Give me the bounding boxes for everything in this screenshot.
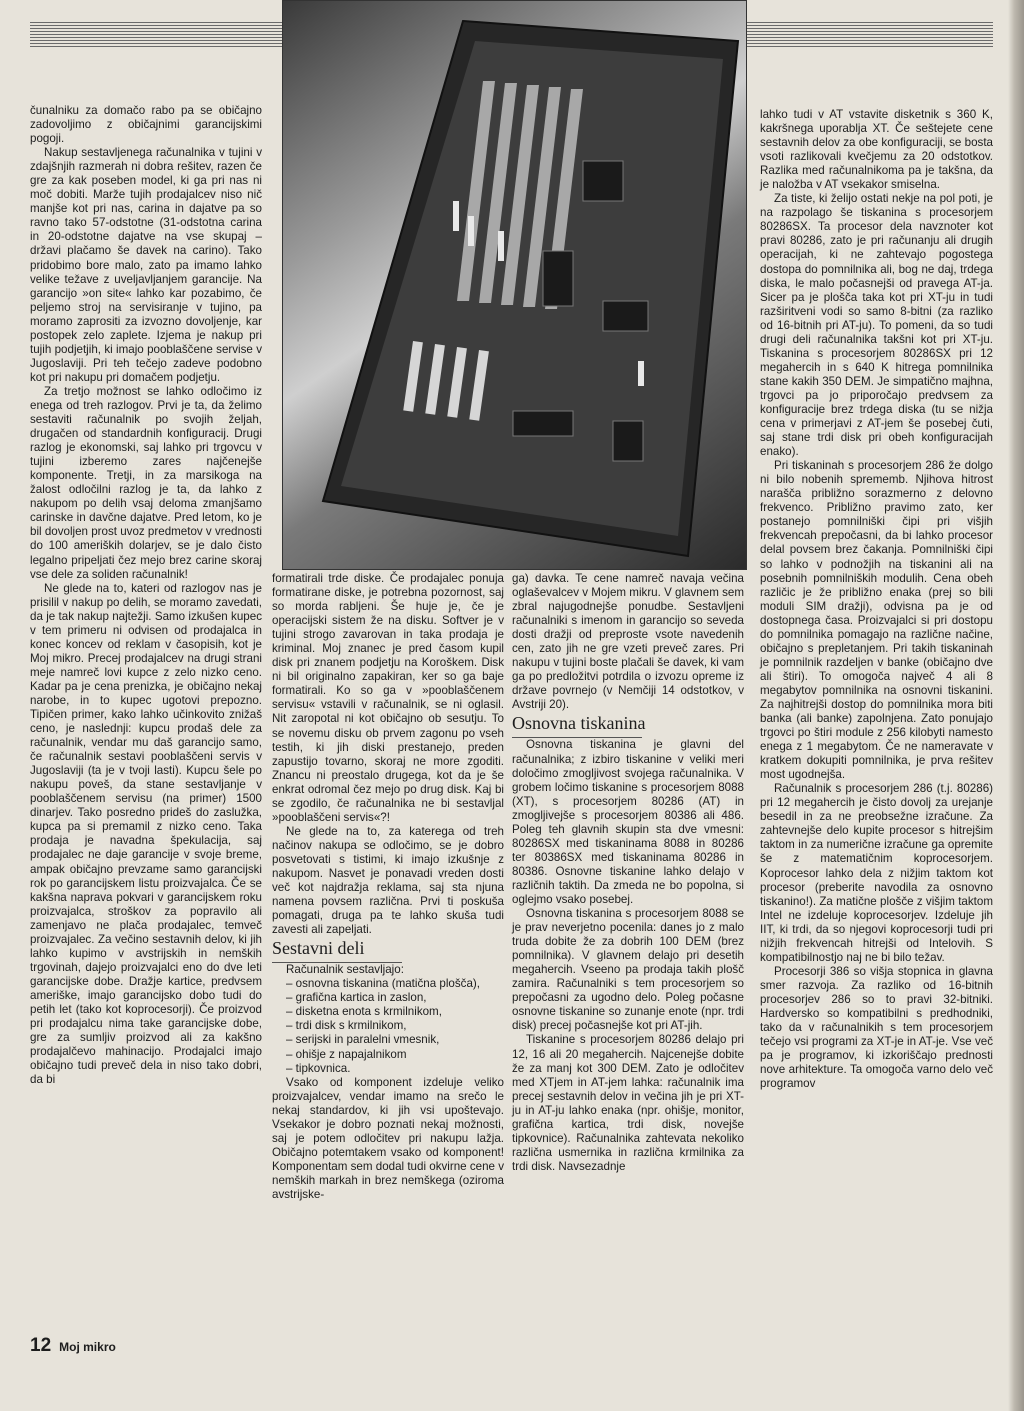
paragraph: Osnovna tiskanina je glavni del računalnika; z izbiro tiskanine v veliki meri določimo zmogljivost svojega računalnika. V grobem ločimo tiskanine s procesorjem 8088 (XT), s procesorjem 80286 (AT) in zmogljivejše s procesorjem 80386 ali 486. Poleg teh glavnih skupin sta dve vmesni: 80286SX med tiskaninama 8088 in 80286 ter 80386SX med tiskaninama 80286 in 80386. Osnovne tiskanine lahko delajo v različnih taktih. Da zmeda ne bo popolna, si oglejmo vsako posebej.: [512, 738, 744, 906]
page-footer: [30, 1335, 116, 1357]
paragraph: ga) davka. Te cene namreč navaja večina oglaševalcev v Mojem mikru. V glavnem sem zbral najugodnejše ponudbe. Sestavljeni računalniki s imenom in garancijo so seveda dosti dražji od preproste vsote navedenih cen, zato jih ne gre vzeti preveč zares. Pri nakupu v tujini boste plačali še davek, ki vam ga po predložitvi potrdila o izvozu opreme iz države povrnejo (v Nemčiji 14 odstotkov, v Avstriji 20).: [512, 572, 744, 712]
list-item: – serijski in paralelni vmesnik,: [286, 1033, 440, 1047]
article-column-1: [30, 104, 262, 1087]
motherboard-illustration: [283, 1, 746, 569]
list-item: – grafična kartica in zaslon,: [286, 991, 427, 1005]
section-heading-sestavni-deli: Sestavni deli: [272, 937, 504, 963]
component-list: [272, 977, 504, 1075]
header-rule-right: [745, 22, 993, 48]
paragraph: Procesorji 386 so višja stopnica in glavna smer razvoja. Za razliko od 16-bitnih procesorjev 286 so to pravi 32-bitniki. Hardversko so kompatibilni s predhodniki, tako da v računalnikih s tem procesorjem tečejo vsi programi za XT-je in AT-je. Vse več pa je programov, ki izkoriščajo prednosti nove arhitekture. Ta omogoča varno delo več programov: [760, 964, 993, 1091]
paragraph: Za tiste, ki želijo ostati nekje na pol poti, je na razpolago še tiskanina s procesorjem 80286SX. Ta procesor dela navznoter kot pravi 80286, zato je pri računanju ali drugih operacijah, ki ne zahtevajo pogostega dostopa do pomnilnika ali, bog ne daj, trdega diska, le malo počasnejši od pravega AT-ja. Sicer pa je plošča taka kot pri XT-ju in tudi razširitveni vodi so samo 8-bitni (za razliko od 16-bitnih pri AT-ju). To pomeni, da so tudi drugi deli računalnika takšni kot pri XT-ju. Tiskanina s procesorjem 80286SX pri 12 megahercih in s 640 K hitrega pomnilnika stane kakih 350 DEM. Je simpatično majhna, trgovci pa jo priporočajo predvsem za konfiguracije brez trdega diska (tu se nižja cena v primerjavi z AT-jem še posebej čuti, saj stane trdi disk pri obeh konfiguracijah enako).: [760, 192, 993, 459]
paragraph: Vsako od komponent izdeluje veliko proizvajalcev, vendar imamo na srečo le nekaj standardov, ki jih vsi upoštevajo. Vsekakor je dobro poznati nekaj možnosti, saj je potem odločitev pri nakupu lažja. Običajno potemtakem vsako od komponent! Komponentam sem dodal tudi okvirne cene v nemških markah in brez nemškega (oziroma avstrijske-: [272, 1075, 505, 1201]
paragraph: Računalnik s procesorjem 286 (t.j. 80286) pri 12 megahercih je čisto dovolj za urejanje besedil in za ne preobsežne izračune. Za zahtevnejše delo kupite procesor s hitrejšim taktom in za numerične izračune ga opremite še z matematičnim koprocesorjem. Koprocesor lahko dela z nižjim taktom kot procesor (preberite navodila za osnovno tiskanino!). Za matične plošče z višjim taktom Intel ne izdeluje koprocesorjev. Izdeluje jih IIT, ki trdi, da so njegovi koprocesorji tudi pri nižjih frekvencah hitrejši od Intelovih. S kompatibilnostjo naj ne bi bilo težav.: [760, 782, 993, 964]
paragraph: lahko tudi v AT vstavite disketnik s 360 K, kakršnega uporablja XT. Če seštejete cene sestavnih delov za obe konfiguraciji, se bosta vsoti razlikovali kvečjemu za 20 odstotkov. Razlika med računalnikoma pa je takšna, da je naložba v AT vsekakor smiselna.: [760, 108, 993, 192]
list-item: – disketna enota s krmilnikom,: [286, 1005, 442, 1019]
paragraph: formatirali trde diske. Če prodajalec ponuja formatirane diske, je potrebna pozornost, saj so morda rabljeni. Še huje je, če je operacijski sistem že na disku. Softver je v tujini strogo zavarovan in taka prodaja je kriminal. Moj znanec je pred časom kupil disk pri znanem podjetju na Koroškem. Disk ni bil originalno zapakiran, ker so ga baje formatirali. Ko so ga v »pooblaščenem servisu« vstavili v računalnik, se ni oglasil. Nit zaropotal ni kot običajno ob sesutju. To se novemu disku ob prvem zagonu po vseh testih, ki jih diski prestanejo, preden zapustijo tovarno, skoraj ne more zgoditi. Znancu ni preostalo drugega, kot da je še enkrat odromal čez mejo po drug disk. Kaj bi se zgodilo, če računalnika ne bi sestavljal »pooblaščeni servis«?!: [272, 572, 504, 824]
page-edge-shadow: [1008, 0, 1024, 1411]
paragraph: Nakup sestavljenega računalnika v tujini v zdajšnjih razmerah ni dobra rešitev, razen če gre za kak poseben model, ki ga pri nas ni moč dobiti. Marže tujih prodajalcev niso nič manjše kot pri nas, carina in dajatve pa so ravno tako 57-odstotne (31-odstotna carina in 20-odstotne dajatve na vse skupaj – državi plačamo še davek na carino). Tako pridobimo bore malo, zato pa imamo lahko velike težave z uveljavljanjem garancije. Na garancijo »on site« lahko kar pozabimo, če peljemo stroj na servisiranje v tujino, pa moramo zaprositi za izvozno dovoljenje, kar postopek zelo zaplete. Izjema je nakup pri tujih podjetjih, ki imajo pooblaščene servise v Jugoslaviji. Pri teh tečejo zadeve podobno kot pri nakupu pri domačem podjetju.: [30, 146, 262, 384]
paragraph: Za tretjo možnost se lahko odločimo iz enega od treh razlogov. Prvi je ta, da želimo sestaviti računalnik po svojih željah, drugačen od standardnih konfiguracij. Drugi razlog je ekonomski, saj lahko pri trgovcu v tujini izberemo zares najčenejše komponente. Tretji, in za marsikoga na žalost odločilni razlog je ta, da lahko z nakupom po delih vsaj deloma zmanjšamo carinske in davčne dajatve. Pred letom, ko je bil dovoljen prost uvoz predmetov v vrednosti do 100 ameriških dolarjev, se je dalo čisto legalno pripeljati čez mejo brez carine skoraj vse dele za soliden računalnik!: [30, 384, 262, 581]
section-heading-osnovna-tiskanina: Osnovna tiskanina: [512, 712, 744, 738]
article-column-2: [272, 572, 504, 1202]
paragraph: Pri tiskaninah s procesorjem 286 že dolgo ni bilo nobenih sprememb. Njihova hitrost narašča približno sorazmerno z delovno frekvenco. Približno pravimo zato, ker postanejo pomnilniški čipi pri višjih frekvencah prepočasni, da bi lahko procesor delal povsem brez čakanja. Pomnilniški čipi so lahko v podnožjih na tiskanini ali na posebnih pomnilniških modulih. Cena obeh različic je že približno enaka (prej so bili moduli SIM dražji), odvisna pa je od dostopnega časa. Proizvajalci si pri dostopu do pomnilnika pomagajo na različne načine, običajno s prepletanjem. Pri takih tiskaninah je pomnilnik razdeljen v banke (običajno dve ali štiri). To omogoča največ 4 ali 8 megabytov pomnilnika na osnovni tiskanini. Za najhitrejši dostop do pomnilnika mora biti banka (ali banke) zapolnjena. Zato ponujajo trgovci po štiri module z 256 kilobyti namesto enega z 1 megabytom. Če ne nameravate v kratkem dokupiti pomnilnika, je prva rešitev most ugodnejša.: [760, 459, 993, 782]
article-column-4: [760, 108, 993, 1091]
list-item: – ohišje z napajalnikom: [286, 1047, 407, 1061]
paragraph: Računalnik sestavljajo:: [286, 963, 404, 977]
paragraph: Osnovna tiskanina s procesorjem 8088 se je prav neverjetno pocenila: danes jo z malo truda dobite že za dobrih 100 DEM (brez pomnilnika). V glavnem delajo pri desetih megahercih. Vseeno pa prodaja takih plošč zamira. Računalniki s tem procesorjem so prepočasni za ugodno delo. Poleg počasne osnovne tiskanine so zunanje enote (npr. trdi disk) precej počasnejše kot pri AT-jih.: [512, 907, 744, 1033]
motherboard-photo: [282, 0, 747, 570]
list-item: – osnovna tiskanina (matična plošča),: [286, 977, 480, 991]
page-number: 12: [30, 1335, 52, 1356]
paragraph: Ne glede na to, kateri od razlogov nas je prisilil v nakup po delih, se moramo zavedati, da je tak nakup najtežji. Samo izkušen kupec v tem primeru ni odvisen od prodajalca in konec koncev od reklam v časopisih, kot je Moj mikro. Precej prodajalcev na drugi strani meje namreč lovi kupce z zelo nizko ceno. Kadar pa je cena prenizka, je običajno nekaj narobe, in to kupec ugotovi prepozno. Tipičen primer, kako lahko učinkovito znižaš ceno, je naslednji: kupcu prodaš dele za računalnik, vendar mu daš garancijo samo, če računalnik sestavi pooblaščeni servis v Jugoslaviji (ta je v tvoji lasti). Kupcu šele po nakupu poveš, da stane sestavljanje v pooblaščenem servisu (na primer) 1500 dinarjev. Tako posredno prideš do zaslužka, kupca pa si premamil z nizko ceno. Taka prodaja je navadna špekulacija, saj prodajalec ne daje garancije v svoje breme, ampak običajno prevzame samo garancijski rok po garancijskem listu proizvajalca. Če se kakšna naprava pokvari v garancijskem roku proizvajalca, stroškov za popravilo ali zamenjavo ne plača prodajalec, temveč proizvajalec. Za večino sestavnih delov, ki jih lahko kupimo v avstrijskih in nemških trgovinah, dajejo proizvajalci eno do dve leti garancijske dobe. Dražje kartice, predvsem ameriške, imajo garancijsko dobo tudi do petih let (tako kot koprocesorji). Če proizvod pri prodajalcu nima take garancijske dobe, gre za sumljiv proizvod ali za kakšno prodajalčevo mahinacijo. Prodajalci imajo običajno tudi preveč dela in niso tako dobri, da bi: [30, 581, 262, 1087]
paragraph: čunalniku za domačo rabo pa se običajno zadovoljimo z običajnimi garancijskimi pogoji.: [30, 104, 262, 146]
article-column-3: [512, 572, 744, 1174]
header-rule-left: [30, 22, 282, 48]
paragraph: Ne glede na to, za katerega od treh načinov nakupa se odločimo, se je dobro posvetovati s tistimi, ki imajo izkušnje z nakupom. Nasvet je ponavadi vreden dosti več kot najdražja reklama, saj sta njuna namena povsem različna. Prvi ti poskuša pomagati, druga pa te lahko skuša tudi zavesti ali zapeljati.: [272, 824, 504, 937]
list-item: – trdi disk s krmilnikom,: [286, 1019, 407, 1033]
paragraph: Tiskanine s procesorjem 80286 delajo pri 12, 16 ali 20 megahercih. Najcenejše dobite že za manj kot 300 DEM. Zato je odločitev med XTjem in AT-jem lahka: računalnik ima precej sestavnih delov in večina jih je pri XT-ju in AT-ju lahko enaka (npr. ohišje, monitor, grafična kartica, trdi disk, novejše tipkovnice). Računalnika zahtevata nekoliko različna usmernika in različna krmilnika za trdi disk. Navsezadnje: [512, 1033, 744, 1173]
list-item: – tipkovnica.: [286, 1061, 351, 1075]
magazine-name: Moj mikro: [59, 1340, 116, 1354]
